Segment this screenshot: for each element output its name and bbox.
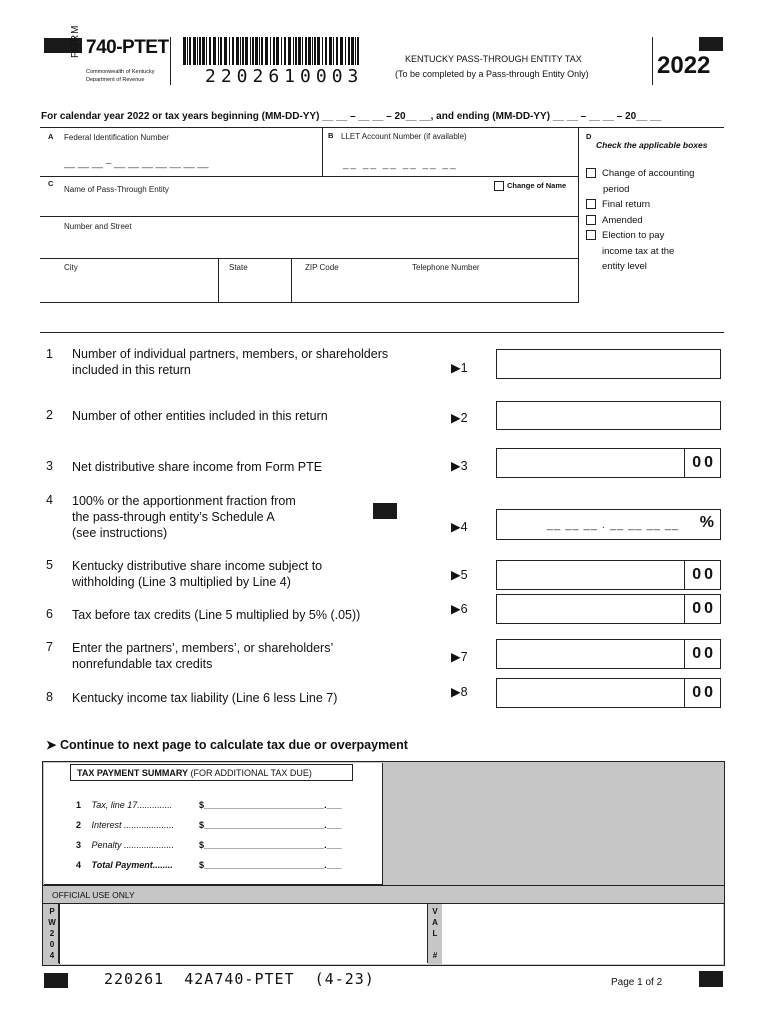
- barcode-bar: [255, 37, 258, 65]
- code-char: 0: [49, 940, 55, 949]
- line-3-text: Net distributive share income from Form PTE: [72, 460, 323, 474]
- code-char: P: [49, 907, 55, 916]
- section-a-letter: A: [48, 132, 54, 141]
- official-divider-2: [42, 903, 725, 904]
- barcode-bar: [270, 37, 271, 65]
- grid-vline-ab: [322, 127, 323, 176]
- line-4-input[interactable]: [496, 509, 721, 540]
- line-2-number: 2: [46, 408, 53, 422]
- street-label: Number and Street: [64, 222, 132, 231]
- option-label-cont: period: [603, 183, 630, 195]
- official-box-2: [442, 903, 723, 964]
- line-3-number: 3: [46, 459, 53, 473]
- federal-id-label: Federal Identification Number: [64, 133, 169, 142]
- official-val-code: [430, 906, 440, 961]
- continue-note: ➤ Continue to next page to calculate tax due or overpayment: [46, 738, 408, 752]
- line-4-fraction: __ __ __ . __ __ __ __: [547, 519, 680, 531]
- barcode-bar: [312, 37, 313, 65]
- barcode-bar: [199, 37, 201, 65]
- barcode-bar: [197, 37, 198, 65]
- code-char: W: [48, 918, 56, 927]
- line-2-input[interactable]: [496, 401, 721, 430]
- cents-divider: [684, 640, 685, 668]
- ref-number: 6: [460, 602, 468, 616]
- barcode-bar: [345, 37, 346, 65]
- barcode-bar: [273, 37, 275, 65]
- grid-top-line: [40, 127, 724, 128]
- code-char: A: [432, 918, 438, 927]
- payment-row-1: [76, 800, 172, 810]
- barcode-bar: [325, 37, 327, 65]
- row-label: Tax, line 17..............: [91, 800, 173, 810]
- line-6-number: 6: [46, 607, 53, 621]
- checkbox-icon[interactable]: [586, 215, 596, 225]
- zip-label: ZIP Code: [305, 263, 339, 272]
- summary-title-rest: (FOR ADDITIONAL TAX DUE): [188, 768, 312, 778]
- line-3-cents: 00: [692, 454, 716, 471]
- line-text-part: the pass-through entity’s Schedule A: [72, 510, 275, 524]
- barcode-bar: [242, 37, 244, 65]
- barcode-bar: [229, 37, 230, 65]
- barcode-bar: [213, 37, 216, 65]
- barcode-bar: [288, 37, 291, 65]
- code-char: #: [432, 951, 438, 960]
- line-8-text: Kentucky income tax liability (Line 6 less Line 7): [72, 691, 338, 705]
- barcode-bar: [220, 37, 222, 65]
- line-1-input[interactable]: [496, 349, 721, 379]
- barcode-bar: [206, 37, 207, 65]
- line-5-input[interactable]: [496, 560, 721, 590]
- ref-number: 5: [460, 568, 468, 582]
- line-4-number: 4: [46, 493, 53, 507]
- grid-vline-state: [218, 258, 219, 303]
- line-6-input[interactable]: [496, 594, 721, 624]
- code-char: V: [432, 907, 438, 916]
- line-1-text: [72, 346, 388, 378]
- line-text-part: nonrefundable tax credits: [72, 657, 213, 671]
- interest-amount-field[interactable]: $________________________.___: [199, 820, 342, 830]
- line-1-number: 1: [46, 347, 53, 361]
- official-divider: [42, 885, 725, 886]
- barcode-bar: [351, 37, 354, 65]
- total-payment-field[interactable]: $________________________.___: [199, 860, 342, 870]
- federal-id-field[interactable]: __ __ __ – __ __ __ __ __ __ __: [64, 158, 209, 169]
- grid-line-street: [40, 216, 578, 217]
- line-8-number: 8: [46, 690, 53, 704]
- barcode-bar: [245, 37, 248, 65]
- corner-mark-bottom-right: [699, 971, 723, 987]
- row-number: 3: [76, 840, 82, 850]
- line-8-ref: ▶8: [451, 685, 468, 699]
- row-number: 1: [76, 800, 82, 810]
- line-7-text: [72, 640, 333, 672]
- barcode-bar: [308, 37, 311, 65]
- code-char: [430, 939, 440, 950]
- line-text-part: included in this return: [72, 363, 191, 377]
- code-char: 4: [49, 951, 55, 960]
- agency-line1: Commonwealth of Kentucky: [86, 69, 155, 75]
- option-label: Final return: [602, 199, 651, 210]
- barcode-bar: [224, 37, 227, 65]
- barcode-bar: [302, 37, 303, 65]
- agency-line2: Department of Revenue: [86, 77, 145, 83]
- option-label: Amended: [602, 214, 643, 226]
- line-5-number: 5: [46, 558, 53, 572]
- header-divider-right: [652, 37, 653, 85]
- payment-row-4: [76, 860, 173, 870]
- barcode-bar: [281, 37, 282, 65]
- barcode: [183, 37, 361, 65]
- form-word: FORM: [70, 24, 81, 58]
- cents-divider: [684, 595, 685, 623]
- llet-account-label: LLET Account Number (if available): [341, 132, 467, 141]
- form-title: KENTUCKY PASS-THROUGH ENTITY TAX: [405, 54, 582, 64]
- barcode-bar: [305, 37, 307, 65]
- line-text-part: 100% or the apportionment fraction from: [72, 494, 296, 508]
- line-7-ref: ▶7: [451, 650, 468, 664]
- barcode-bar: [189, 37, 191, 65]
- line-8-cents: 00: [692, 684, 716, 701]
- line-text-part: Enter the partners’, members’, or shareholders’: [72, 641, 334, 655]
- grid-bottom-line: [40, 302, 578, 303]
- section-c-letter: C: [48, 179, 54, 188]
- barcode-bar: [314, 37, 316, 65]
- barcode-bar: [209, 37, 211, 65]
- line-6-ref: ▶6: [451, 602, 468, 616]
- line-4-text: [72, 493, 296, 541]
- cents-divider: [684, 561, 685, 589]
- city-label: City: [64, 263, 78, 272]
- line-text-part: Kentucky distributive share income subject to: [72, 559, 323, 573]
- official-left-code: [47, 906, 57, 961]
- line-3-ref: ▶3: [451, 459, 468, 473]
- barcode-bar: [284, 37, 286, 65]
- barcode-bar: [295, 37, 297, 65]
- barcode-bar: [236, 37, 239, 65]
- corner-mark-top-right: [699, 37, 723, 51]
- summary-title-bold: TAX PAYMENT SUMMARY: [77, 768, 189, 778]
- line-7-input[interactable]: [496, 639, 721, 669]
- grid-vline-d: [578, 127, 579, 303]
- ref-number: 4: [460, 520, 468, 534]
- penalty-amount-field[interactable]: $________________________.___: [199, 840, 342, 850]
- llet-account-field[interactable]: __ __ __ __ __ __: [343, 159, 458, 170]
- barcode-bar: [252, 37, 254, 65]
- section-d-heading: Check the applicable boxes: [596, 140, 708, 150]
- line-1-ref: ▶1: [451, 361, 468, 375]
- section-d-letter: D: [586, 132, 592, 141]
- official-box-1: [59, 903, 428, 964]
- barcode-bar: [336, 37, 338, 65]
- payment-row-3: [76, 840, 174, 850]
- ref-number: 8: [460, 685, 468, 699]
- header-divider-left: [170, 37, 171, 85]
- option-label-cont: income tax at the: [602, 245, 675, 257]
- payment-summary-title: [70, 764, 353, 781]
- line-5-text: [72, 558, 322, 590]
- section-b-letter: B: [328, 131, 334, 140]
- barcode-bar: [232, 37, 234, 65]
- state-label: State: [229, 263, 248, 272]
- line-3-input[interactable]: [496, 448, 721, 478]
- line-7-number: 7: [46, 640, 53, 654]
- barcode-bar: [218, 37, 219, 65]
- line-2-ref: ▶2: [451, 411, 468, 425]
- code-char: 2: [49, 929, 55, 938]
- barcode-bar: [261, 37, 263, 65]
- barcode-bar: [298, 37, 301, 65]
- option-change-accounting[interactable]: [586, 166, 694, 182]
- phone-label: Telephone Number: [412, 263, 480, 272]
- row-label: Total Payment........: [91, 860, 173, 870]
- barcode-bar: [322, 37, 323, 65]
- line-text-part: withholding (Line 3 multiplied by Line 4): [72, 575, 291, 589]
- ref-number: 3: [460, 459, 468, 473]
- barcode-bar: [333, 37, 334, 65]
- line-8-input[interactable]: [496, 678, 721, 708]
- barcode-bar: [250, 37, 251, 65]
- line-text-part: (see instructions): [72, 526, 168, 540]
- line-2-text: Number of other entities included in this return: [72, 409, 328, 423]
- barcode-bar: [357, 37, 359, 65]
- row-label: Penalty ....................: [91, 840, 175, 850]
- barcode-bar: [276, 37, 279, 65]
- entity-name-label: Name of Pass-Through Entity: [64, 185, 169, 194]
- line-4-ref: ▶4: [451, 520, 468, 534]
- barcode-bar: [265, 37, 268, 65]
- change-of-name-label: Change of Name: [507, 181, 567, 190]
- line-7-cents: 00: [692, 645, 716, 662]
- payment-row-2: [76, 820, 174, 830]
- line-4-percent: %: [699, 514, 714, 531]
- ref-number: 1: [460, 361, 468, 375]
- ref-number: 7: [460, 650, 468, 664]
- barcode-bar: [259, 37, 260, 65]
- checkbox-icon[interactable]: [586, 230, 596, 240]
- barcode-bar: [317, 37, 320, 65]
- barcode-bar: [240, 37, 241, 65]
- change-of-name-checkbox[interactable]: [494, 181, 566, 191]
- option-label-cont: entity level: [602, 261, 647, 272]
- tax-year: 2022: [657, 52, 711, 79]
- section-d-options: [586, 166, 694, 275]
- row-number: 4: [76, 860, 82, 870]
- official-use-label: OFFICIAL USE ONLY: [52, 890, 135, 900]
- ref-number: 2: [460, 411, 468, 425]
- barcode-bar: [187, 37, 188, 65]
- barcode-number: 2202610003: [205, 66, 364, 87]
- barcode-bar: [293, 37, 294, 65]
- form-subtitle: (To be completed by a Pass-through Entity Only): [395, 69, 589, 79]
- checkbox-icon[interactable]: [586, 168, 596, 178]
- barcode-bar: [202, 37, 205, 65]
- section-divider: [40, 332, 724, 333]
- checkbox-icon[interactable]: [586, 199, 596, 209]
- line-6-cents: 00: [692, 600, 716, 617]
- grid-line-c: [40, 176, 578, 177]
- barcode-bar: [348, 37, 350, 65]
- barcode-bar: [355, 37, 356, 65]
- barcode-bar: [329, 37, 332, 65]
- corner-mark-bottom-left: [44, 973, 68, 988]
- line-text-part: Number of individual partners, members, or shareholders: [72, 347, 389, 361]
- code-char: L: [432, 929, 438, 938]
- option-election[interactable]: [586, 228, 694, 244]
- tax-amount-field[interactable]: $________________________.___: [199, 800, 342, 810]
- calendar-year-line: For calendar year 2022 or tax years beginning (MM-DD-YY) __ __ – __ __ – 20__ __, and ending (MM-DD-YY) __ __ – __ __ – 20__ __: [41, 111, 662, 122]
- option-final-return[interactable]: [586, 197, 694, 213]
- line-5-cents: 00: [692, 566, 716, 583]
- option-amended[interactable]: [586, 213, 694, 229]
- barcode-bar: [193, 37, 196, 65]
- row-label: Interest ....................: [91, 820, 175, 830]
- line-6-text: Tax before tax credits (Line 5 multiplied by 5% (.05)): [72, 608, 361, 622]
- cents-divider: [684, 679, 685, 707]
- barcode-bar: [183, 37, 186, 65]
- cents-divider: [684, 449, 685, 477]
- barcode-bar: [340, 37, 343, 65]
- checkbox-icon[interactable]: [494, 181, 504, 191]
- option-label: Election to pay: [602, 230, 665, 241]
- line-4-marker: [373, 503, 397, 519]
- option-label: Change of accounting: [602, 168, 695, 179]
- line-5-ref: ▶5: [451, 568, 468, 582]
- form-number: 740-PTET: [86, 37, 169, 58]
- form-code-footer: 220261 42A740-PTET (4-23): [104, 970, 375, 988]
- row-number: 2: [76, 820, 82, 830]
- grid-vline-zip: [291, 258, 292, 303]
- page-number: Page 1 of 2: [611, 977, 663, 988]
- grid-line-city: [40, 258, 578, 259]
